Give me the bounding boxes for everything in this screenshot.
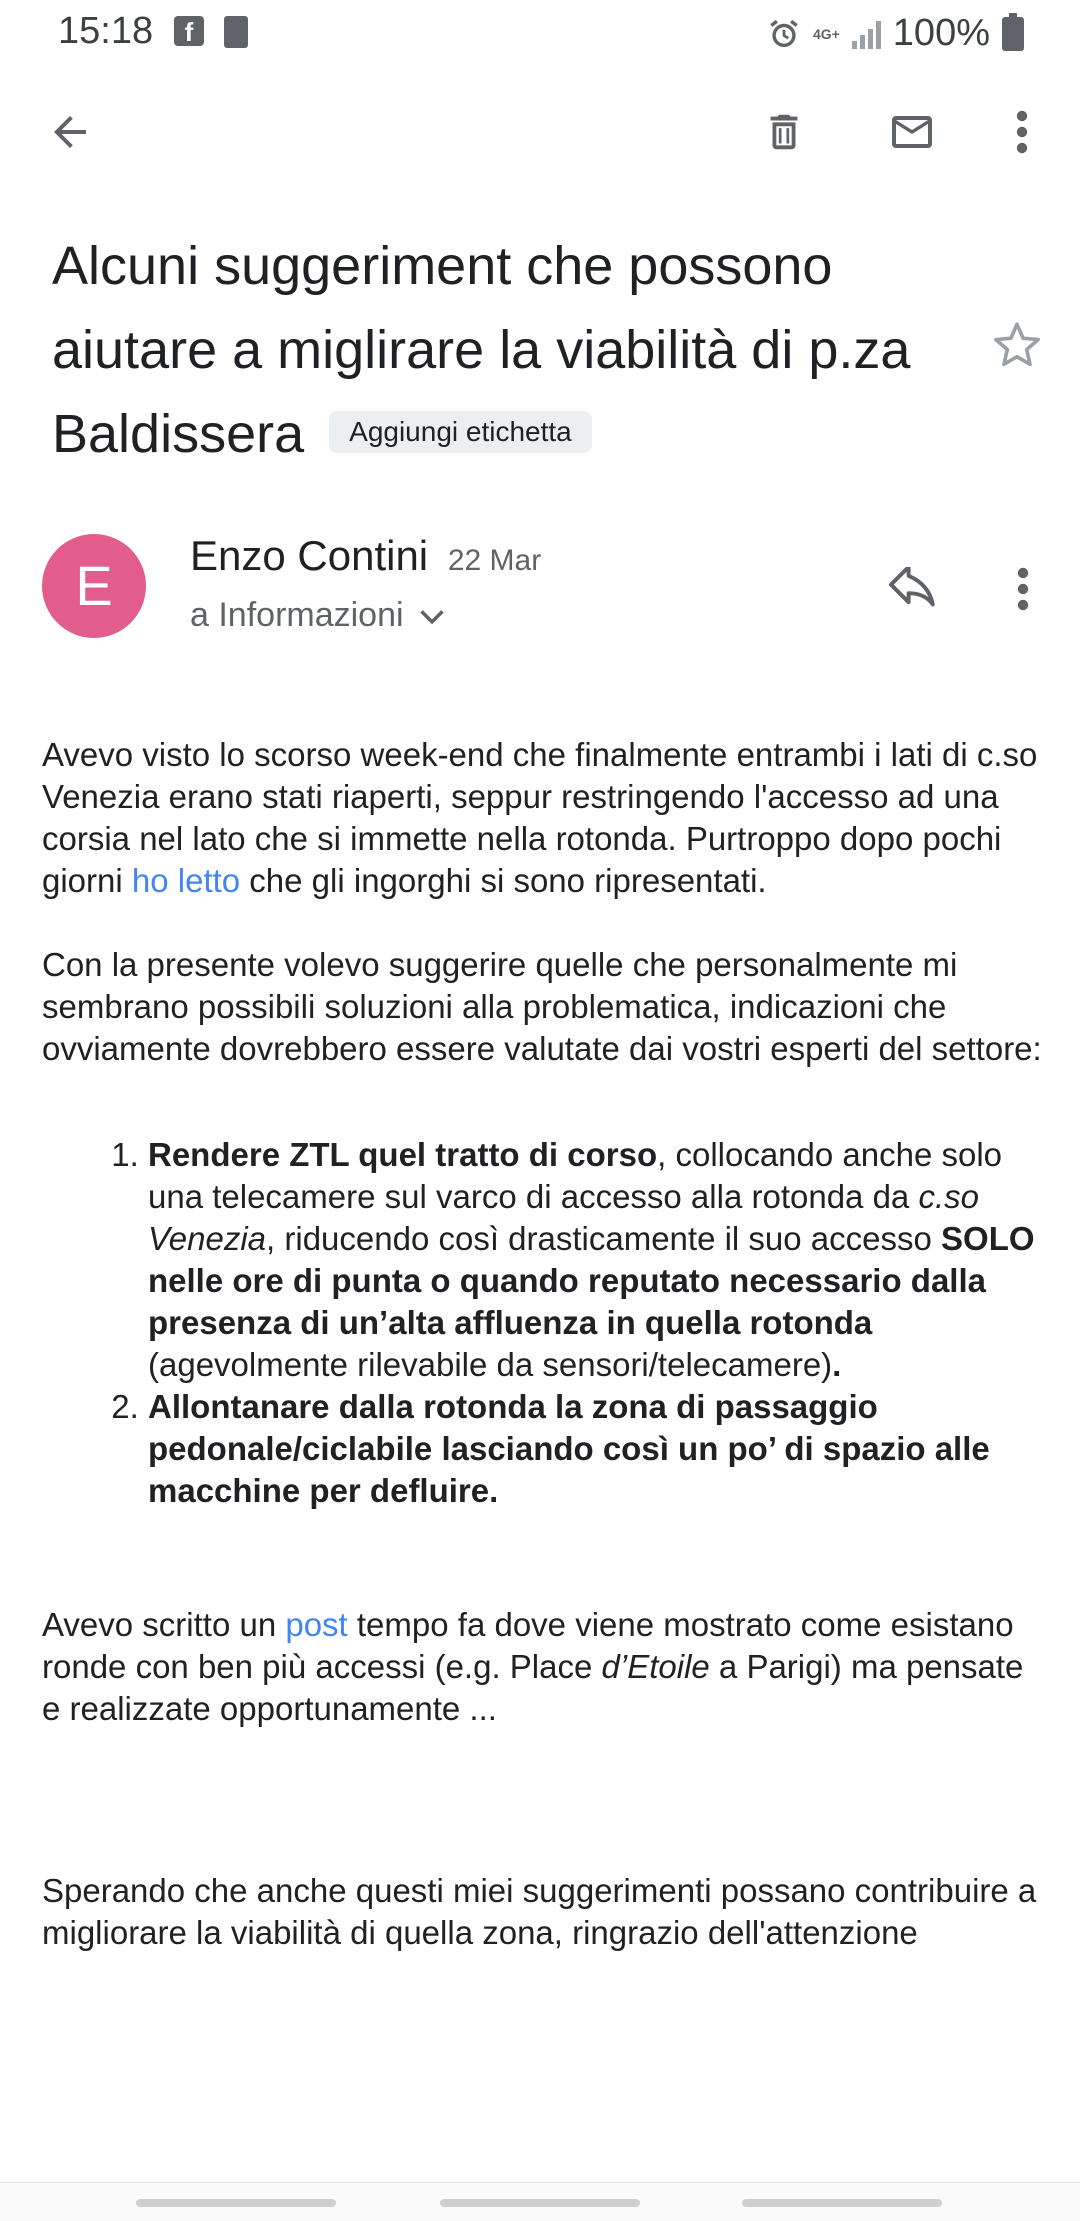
chevron-down-icon [418, 606, 446, 626]
status-bar [0, 0, 1080, 66]
home-button[interactable] [440, 2199, 640, 2207]
battery-icon [1002, 17, 1024, 51]
sender-header [0, 532, 1080, 642]
email-body [42, 734, 1042, 1996]
recipient-text: a Informazioni [190, 596, 404, 634]
delete-icon[interactable] [754, 102, 814, 162]
facebook-notification-icon: f [174, 16, 204, 46]
status-time: 15:18 [58, 10, 154, 52]
more-options-icon[interactable] [992, 102, 1052, 162]
system-navigation-bar [0, 2182, 1080, 2221]
recents-button[interactable] [136, 2199, 336, 2207]
body-paragraph-3: Avevo scritto un post tempo fa dove viene mostrato come esistano ronde con ben più accessi (e.g. Place d’Etoile a Parigi) ma pensate e realizzate opportunamente ... [42, 1606, 1024, 1727]
ho-letto-link[interactable]: ho letto [131, 862, 241, 899]
back-arrow-icon[interactable] [40, 102, 100, 162]
sim-notification-icon [224, 16, 248, 48]
suggestion-list [42, 1134, 1042, 1512]
post-link[interactable]: post [285, 1606, 348, 1643]
alarm-icon [767, 17, 801, 51]
mark-unread-icon[interactable] [882, 102, 942, 162]
app-bar [0, 92, 1080, 172]
email-subject [52, 224, 952, 476]
battery-percent: 100% [892, 12, 990, 54]
message-more-icon[interactable] [1000, 556, 1046, 622]
sender-name-line [190, 532, 541, 580]
add-label-chip[interactable]: Aggiungi etichetta [329, 411, 592, 453]
list-item: 1. Rendere ZTL quel tratto di corso, collocando anche solo una telecamere sul varco di accesso alla rotonda da c.so Venezia, riducendo così drasticamente il suo accesso SOLO nelle ore di punta o quando reputato necessario dalla presenza di un’alta affluenza in quella rotonda (agevolmente rilevabile da sensori/telecamere). [148, 1134, 1042, 1386]
body-paragraph-1: Avevo visto lo scorso week-end che finalmente entrambi i lati di c.so Venezia erano stati riaperti, seppur restringendo l'accesso ad una corsia nel lato che si immette nella rotonda. Purtroppo dopo pochi giorni ho letto che gli ingorghi si sono ripresentati. [42, 736, 1038, 899]
subject-text: Alcuni suggeriment che possono aiutare a miglirare la viabilità di p.za Baldissera [52, 236, 911, 464]
sender-name: Enzo Contini [190, 532, 429, 579]
body-paragraph-2: Con la presente volevo suggerire quelle che personalmente mi sembrano possibili soluzioni alla problematica, indicazioni che ovviamente dovrebbero essere valutate dai vostri esperti del settore: [42, 946, 1042, 1067]
back-button[interactable] [742, 2199, 942, 2207]
reply-icon[interactable] [880, 556, 946, 622]
email-date: 22 Mar [447, 544, 542, 577]
star-icon[interactable] [990, 318, 1044, 377]
body-paragraph-4: Sperando che anche questi miei suggerimenti possano contribuire a migliorare la viabilità di quella zona, ringrazio dell'attenzione [42, 1872, 1037, 1951]
avatar[interactable]: E [42, 534, 146, 638]
list-item: 2. Allontanare dalla rotonda la zona di passaggio pedonale/ciclabile lasciando così un po’ di spazio alle macchine per defluire. [148, 1386, 1042, 1512]
signal-icon [852, 19, 881, 49]
recipient-toggle[interactable] [190, 596, 446, 635]
network-type-icon: 4G+ [812, 25, 840, 42]
